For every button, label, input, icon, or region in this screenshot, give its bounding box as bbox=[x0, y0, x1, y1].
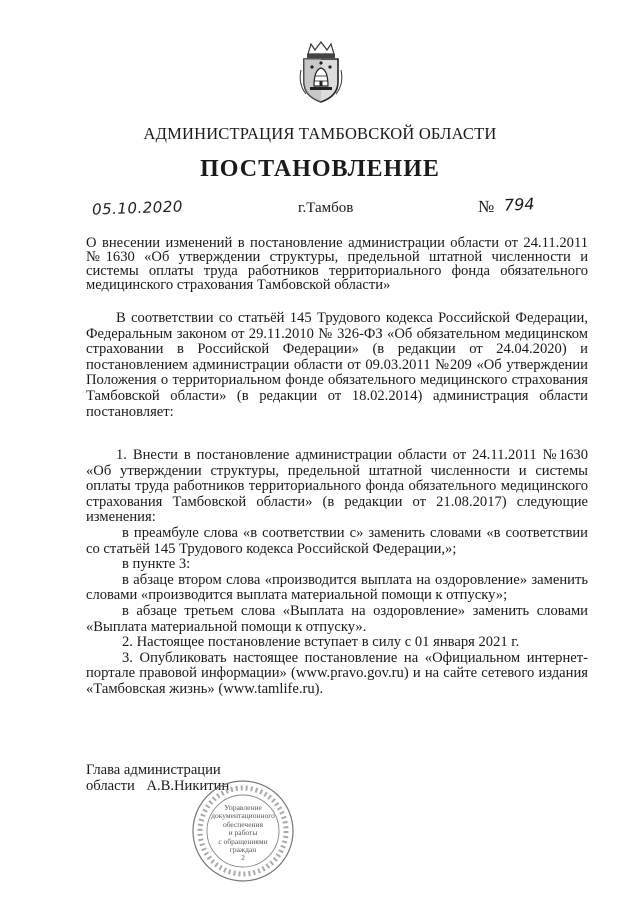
preamble bbox=[86, 311, 588, 420]
organization-name: АДМИНИСТРАЦИЯ ТАМБОВСКОЙ ОБЛАСТИ bbox=[143, 124, 497, 143]
signatory-name: А.В.Никитин bbox=[146, 778, 230, 794]
item-3: 3. Опубликовать настоящее постановление на «Официальном интернет-портале правовой информации» (www.pravo.gov.ru) и на сайте сетевого издания «Тамбовская жизнь» (www.tamlife.ru). bbox=[86, 649, 588, 697]
document-city: г.Тамбов bbox=[298, 200, 354, 216]
resolution-items bbox=[86, 448, 588, 698]
signature-title: Глава администрации bbox=[86, 762, 221, 778]
document-number: 794 bbox=[503, 194, 536, 215]
stamp-text: Управление документационного обеспечения и работы с обращениями граждан 2 bbox=[211, 803, 275, 863]
item-1: 1. Внести в постановление администрации области от 24.11.2011 №1630 «Об утверждении структуры, предельной штатной численности и системы оплаты труда работников территориального фонда обязательного медицинского страхования Тамбовской области» (в редакции от 21.08.2017) следующие изменения: bbox=[86, 447, 588, 526]
item-1-sub-2: в пункте 3: bbox=[122, 556, 191, 573]
coat-of-arms-icon bbox=[296, 40, 346, 104]
preamble-text: В соответствии со статьёй 145 Трудового кодекса Российской Федерации, Федеральным законом от 29.11.2010 № 326-ФЗ «Об обязательном медицинском страховании в Российской Федерации» (в редакции от 24.04.2020) и постановлением администрации области от 09.03.2011 №209 «Об утверждении Положения о территориальном фонде обязательного медицинского страхования Тамбовской области» (в редакции от 18.02.2014) администрация области постановляет: bbox=[86, 310, 588, 420]
item-2: 2. Настоящее постановление вступает в силу с 01 января 2021 г. bbox=[122, 634, 520, 651]
document-date: 05.10.2020 bbox=[91, 197, 184, 219]
item-1-sub-1: в преамбуле слова «в соответствии с» заменить словами «в соответствии со статьёй 145 Трудового кодекса Российской Федерации,»; bbox=[86, 524, 588, 557]
document-title bbox=[86, 236, 588, 292]
document-type: ПОСТАНОВЛЕНИЕ bbox=[200, 156, 440, 182]
item-1-sub-3: в абзаце втором слова «производится выплата на оздоровление» заменить словами «производится выплата материальной помощи к отпуску»; bbox=[86, 571, 588, 604]
item-1-sub-4: в абзаце третьем слова «Выплата на оздоровление» заменить словами «Выплата материальной помощи к отпуску». bbox=[86, 602, 588, 635]
title-text: О внесении изменений в постановление администрации области от 24.11.2011 №1630 «Об утверждении структуры, предельной штатной численности и системы оплаты труда работников территориального фонда обязательного медицинского страхования Тамбовской области» bbox=[86, 235, 588, 293]
signature-region: области А.В.Никитин bbox=[86, 778, 230, 794]
document-number-label: № bbox=[478, 197, 495, 216]
